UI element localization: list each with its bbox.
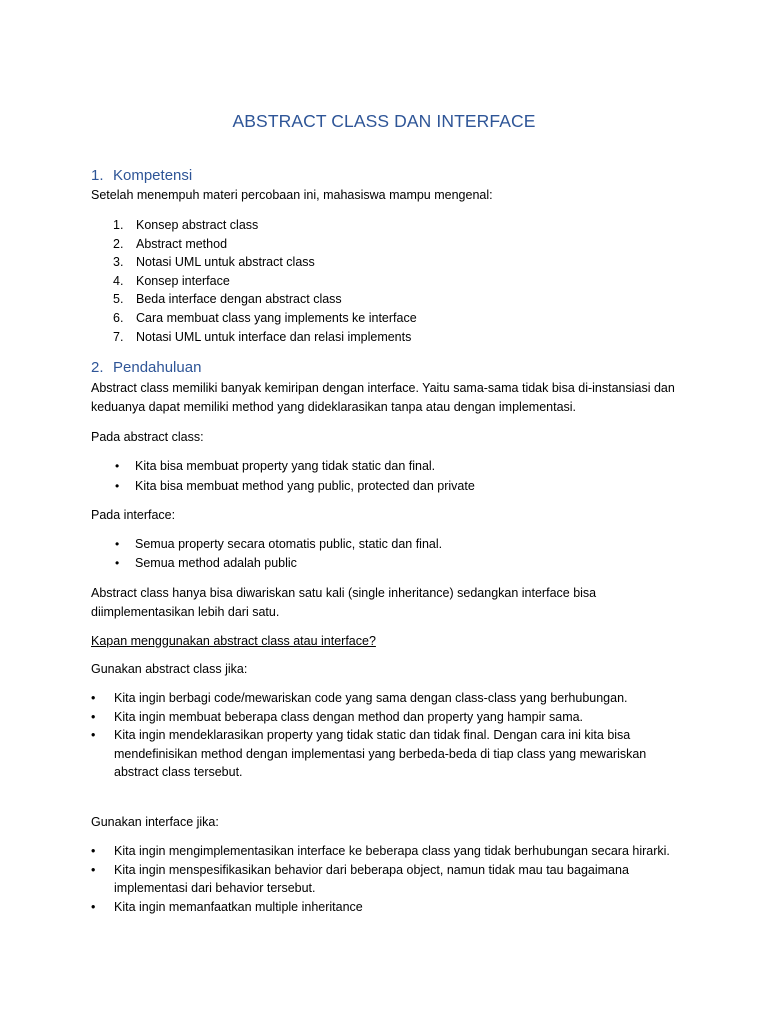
abstract-class-label: Pada abstract class: [91, 430, 204, 444]
list-item: 3. Notasi UML untuk abstract class [113, 255, 315, 270]
list-item: • Kita bisa membuat property yang tidak static dan final. [113, 457, 693, 476]
bullet-icon: • [115, 537, 120, 551]
bullet-icon: • [115, 555, 120, 570]
bullet-icon: • [91, 709, 96, 724]
list-item: 4. Konsep interface [113, 273, 230, 288]
when-to-use-heading: Kapan menggunakan abstract class atau interface? [91, 634, 376, 648]
list-item: 5. Beda interface dengan abstract class [113, 292, 342, 307]
bullet-icon: • [91, 728, 96, 743]
list-item: • Semua property secara otomatis public, static dan final. [113, 535, 693, 554]
use-interface-label: Gunakan interface jika: [91, 815, 219, 829]
section-heading-kompetensi [91, 167, 192, 184]
list-item: • Kita bisa membuat method yang public, protected dan private [113, 477, 693, 496]
section-heading-pendahuluan [91, 359, 201, 376]
inheritance-note: Abstract class hanya bisa diwariskan satu kali (single inheritance) sedangkan interface bisa diimplementasikan lebih dari satu. [91, 586, 597, 619]
list-item: • Kita ingin mengimplementasikan interface ke beberapa class yang tidak berhubungan secara hirarki. [91, 842, 671, 861]
abstract-class-list [113, 457, 693, 495]
list-item: 7. Notasi UML untuk interface dan relasi implements [113, 329, 412, 344]
bullet-icon: • [91, 691, 96, 705]
section-title: Kompetensi [113, 167, 193, 184]
use-interface-list [91, 842, 671, 916]
kompetensi-list [113, 216, 693, 346]
list-item: 1. Konsep abstract class [113, 218, 259, 232]
list-item: 6. Cara membuat class yang implements ke interface [113, 310, 417, 325]
use-abstract-label: Gunakan abstract class jika: [91, 662, 248, 676]
bullet-icon: • [115, 459, 120, 473]
bullet-icon: • [91, 862, 96, 877]
section-number: 2. [91, 359, 104, 376]
list-item: • Kita ingin berbagi code/mewariskan code yang sama dengan class-class yang berhubungan. [91, 689, 671, 708]
list-item: • Semua method adalah public [113, 554, 693, 573]
section-title: Pendahuluan [113, 359, 202, 376]
bullet-icon: • [115, 478, 120, 493]
interface-list [113, 535, 693, 572]
list-item: • Kita ingin mendeklarasikan property yang tidak static dan tidak final. Dengan cara ini kita bisa mendefinisikan method dengan implementasi yang berbeda-beda di tiap class yang mewariskan abstract class tersebut. [91, 728, 647, 780]
document-title: ABSTRACT CLASS DAN INTERFACE [232, 111, 536, 131]
kompetensi-intro: Setelah menempuh materi percobaan ini, mahasiswa mampu mengenal: [91, 188, 493, 202]
list-item: • Kita ingin menspesifikasikan behavior dari beberapa object, namun tidak mau tau bagaimana implementasi dari behavior tersebut. [91, 862, 629, 896]
list-item: • Kita ingin membuat beberapa class dengan method dan property yang hampir sama. [91, 708, 671, 727]
section-number: 1. [91, 167, 104, 184]
pendahuluan-intro: Abstract class memiliki banyak kemiripan dengan interface. Yaitu sama-sama tidak bisa di-instansiasi dan keduanya dapat memiliki method yang dideklarasikan tanpa atau dengan implementasi. [91, 381, 675, 414]
bullet-icon: • [91, 844, 96, 858]
interface-label: Pada interface: [91, 508, 176, 522]
list-item: 2. Abstract method [113, 236, 228, 251]
bullet-icon: • [91, 899, 96, 914]
list-item: • Kita ingin memanfaatkan multiple inheritance [91, 898, 671, 917]
use-abstract-list [91, 689, 671, 782]
